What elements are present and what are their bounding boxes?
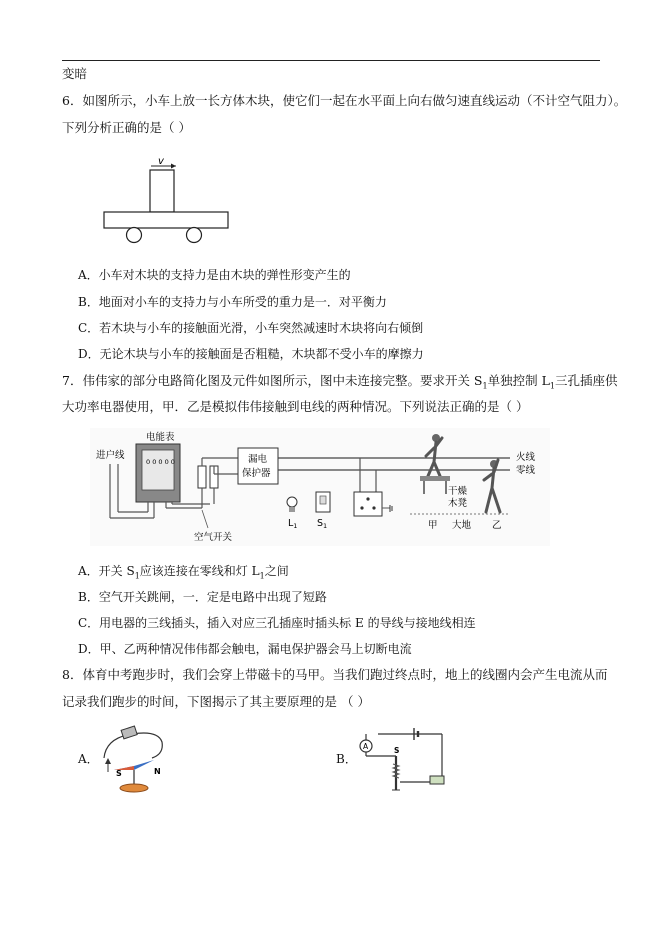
q8-figure-b-electromagnet (354, 720, 454, 800)
person-a-label: 甲 (428, 520, 438, 531)
q7-stem-line1: 7．伟伟家的部分电路简化图及元件如图所示，图中未连接完整。要求开关 $S_1$单独控制 $L_1$三孔插座供 (62, 373, 618, 391)
dry-label-2: 木凳 (448, 498, 468, 509)
person-b-label: 乙 (492, 520, 502, 531)
neutral-wire-label: 零线 (516, 465, 536, 476)
q7-option-a[interactable]: A．开关 $S_1$应该连接在零线和灯 $L_1$之间 (78, 564, 289, 581)
header-rule (62, 60, 600, 61)
socket-hole-right (372, 506, 375, 509)
air-switch-left (198, 466, 206, 488)
q6-option-a[interactable]: A．小车对木块的支持力是由木块的弹性形变产生的 (78, 268, 351, 282)
compass-n-label: N (154, 767, 161, 776)
q8-figure-a-oersted (96, 720, 176, 800)
q6-figure-cart-block (96, 150, 236, 250)
meter-label: 电能表 (146, 432, 175, 443)
q7-option-b[interactable]: B．空气开关跳闸，一．定是电路中出现了短路 (78, 590, 327, 604)
ground-label: 大地 (452, 520, 472, 531)
meter-display: 0 0 0 0 0 (146, 458, 175, 466)
q6-option-c[interactable]: C．若木块与小车的接触面光滑，小车突然减速时木块将向右倾倒 (78, 321, 424, 335)
velocity-arrowhead (171, 164, 176, 169)
q7-stem-line2: 大功率电器使用，甲．乙是模拟伟伟接触到电线的两种情况。下列说法正确的是（ ） (62, 399, 529, 414)
current-arrowhead (105, 758, 111, 764)
lamp-bulb-icon (287, 497, 297, 507)
cart-wheel-left (127, 228, 142, 243)
header-fragment: 变暗 (62, 66, 88, 81)
air-switch-label: 空气开关 (194, 532, 233, 543)
q6-stem-line2: 下列分析正确的是（ ） (62, 120, 191, 135)
q7-option-d[interactable]: D．甲、乙两种情况伟伟都会触电，漏电保护器会马上切断电流 (78, 642, 412, 656)
compass-s-label: S (116, 769, 122, 778)
leakage-label-2: 保护器 (242, 468, 271, 479)
lamp-label: $L_1$ (288, 518, 298, 530)
dry-stool-top (420, 476, 450, 481)
wood-block (150, 170, 174, 212)
socket-hole-top (366, 497, 369, 500)
live-wire-label: 火线 (516, 452, 536, 463)
q8-option-a-label[interactable]: A． (78, 752, 99, 766)
socket-hole-left (360, 506, 363, 509)
wire-loop (104, 733, 162, 758)
q7-option-c[interactable]: C．用电器的三线插头，插入对应三孔插座时插头标 E 的导线与接地线相连 (78, 616, 476, 630)
velocity-label: v (158, 156, 164, 167)
compass-base (120, 784, 148, 792)
q6-option-b[interactable]: B．地面对小车的支持力与小车所受的重力是一．对平衡力 (78, 295, 387, 309)
switch-toggle (320, 496, 326, 504)
q6-stem-line1: 6．如图所示，小车上放一长方体木块，使它们一起在水平面上向右做匀速直线运动（不计空气阻力）。 (62, 93, 627, 108)
leakage-label-1: 漏电 (248, 454, 268, 465)
q8-option-b-label[interactable]: B． (336, 752, 357, 766)
q6-option-d[interactable]: D．无论木块与小车的接触面是否粗糙，木块都不受小车的摩擦力 (78, 347, 424, 361)
q7-circuit-figure (90, 428, 550, 546)
cart-body (104, 212, 228, 228)
q8-stem-line1: 8．体育中考跑步时，我们会穿上带磁卡的马甲。当我们跑过终点时，地上的线圈内会产生电流从而 (62, 667, 608, 682)
cart-wheel-right (187, 228, 202, 243)
rheostat-icon (430, 776, 444, 784)
q8-stem-line2: 记录我们跑步的时间，下图揭示了其主要原理的是 （ ） (62, 694, 370, 709)
ammeter-label: A (363, 742, 369, 751)
battery-icon (121, 726, 137, 739)
switch-s-label: S (394, 746, 400, 755)
lamp-base-icon (289, 507, 295, 512)
incoming-line-label: 进户线 (96, 450, 125, 461)
switch-label: $S_1$ (317, 518, 328, 530)
three-hole-socket-icon (354, 492, 382, 516)
dry-label-1: 干燥 (448, 486, 468, 497)
meter-face (142, 450, 174, 490)
